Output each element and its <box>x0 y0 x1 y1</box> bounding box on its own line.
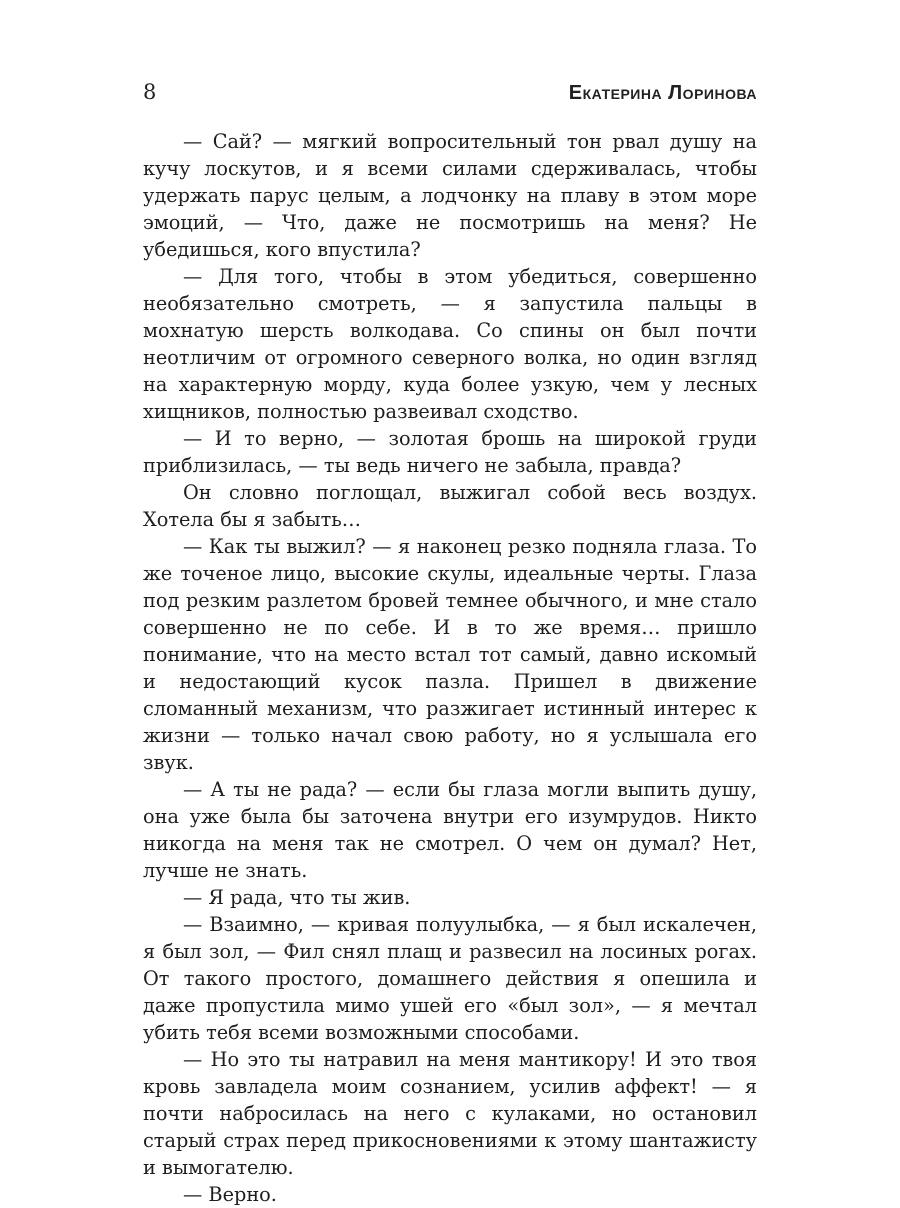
paragraph: — Взаимно, — кривая полуулыбка, — я был искалечен, я был зол, — Фил снял плащ и развесил на лосиных рогах. От такого простого, домашнего действия я опешила и даже пропустила мимо ушей его «был зол», — я мечтал убить тебя всеми возможными способами. <box>143 913 757 1044</box>
paragraph: — Верно. <box>183 1183 277 1206</box>
paragraph: — Для того, чтобы в этом убедиться, совершенно необязательно смотреть, — я запустила пальцы в мохнатую шерсть волкодава. Со спины он был почти неотличим от огромного северного волка, но один взгляд на характерную морду, куда более узкую, чем у лесных хищников, полностью развеивал сходство. <box>143 265 757 423</box>
paragraph: — Я рада, что ты жив. <box>183 886 411 909</box>
paragraph: — Сай? — мягкий вопросительный тон рвал душу на кучу лоскутов, и я всеми силами сдерживалась, чтобы удержать парус целым, а лодчонку на плаву в этом море эмоций, — Что, даже не посмотришь на меня? Не убедишься, кого впустила? <box>143 130 757 261</box>
running-header <box>143 80 757 114</box>
paragraph: Он словно поглощал, выжигал собой весь воздух. Хотела бы я забыть… <box>143 481 757 531</box>
paragraph: — Но это ты натравил на меня мантикору! И это твоя кровь завладела моим сознанием, усилив аффект! — я почти набросилась на него с кулаками, но остановил старый страх перед прикосновениями к этому шантажисту и вымогателю. <box>143 1048 757 1179</box>
paragraph: — Как ты выжил? — я наконец резко подняла глаза. То же точеное лицо, высокие скулы, идеальные черты. Глаза под резким разлетом бровей темнее обычного, и мне стало совершенно не по себе. И в то же время… пришло понимание, что на место встал тот самый, давно искомый и недостающий кусок пазла. Пришел в движение сломанный механизм, что разжигает истинный интерес к жизни — только начал свою работу, но я услышала его звук. <box>143 535 757 774</box>
body-text <box>143 128 757 1208</box>
paragraph: — И то верно, — золотая брошь на широкой груди приблизилась, — ты ведь ничего не забыла, правда? <box>143 427 757 477</box>
paragraph: — А ты не рада? — если бы глаза могли выпить душу, она уже была бы заточена внутри его изумрудов. Никто никогда на меня так не смотрел. О чем он думал? Нет, лучше не знать. <box>143 778 757 882</box>
page-number: 8 <box>143 80 157 104</box>
book-author: Екатерина Лоринова <box>568 82 757 104</box>
